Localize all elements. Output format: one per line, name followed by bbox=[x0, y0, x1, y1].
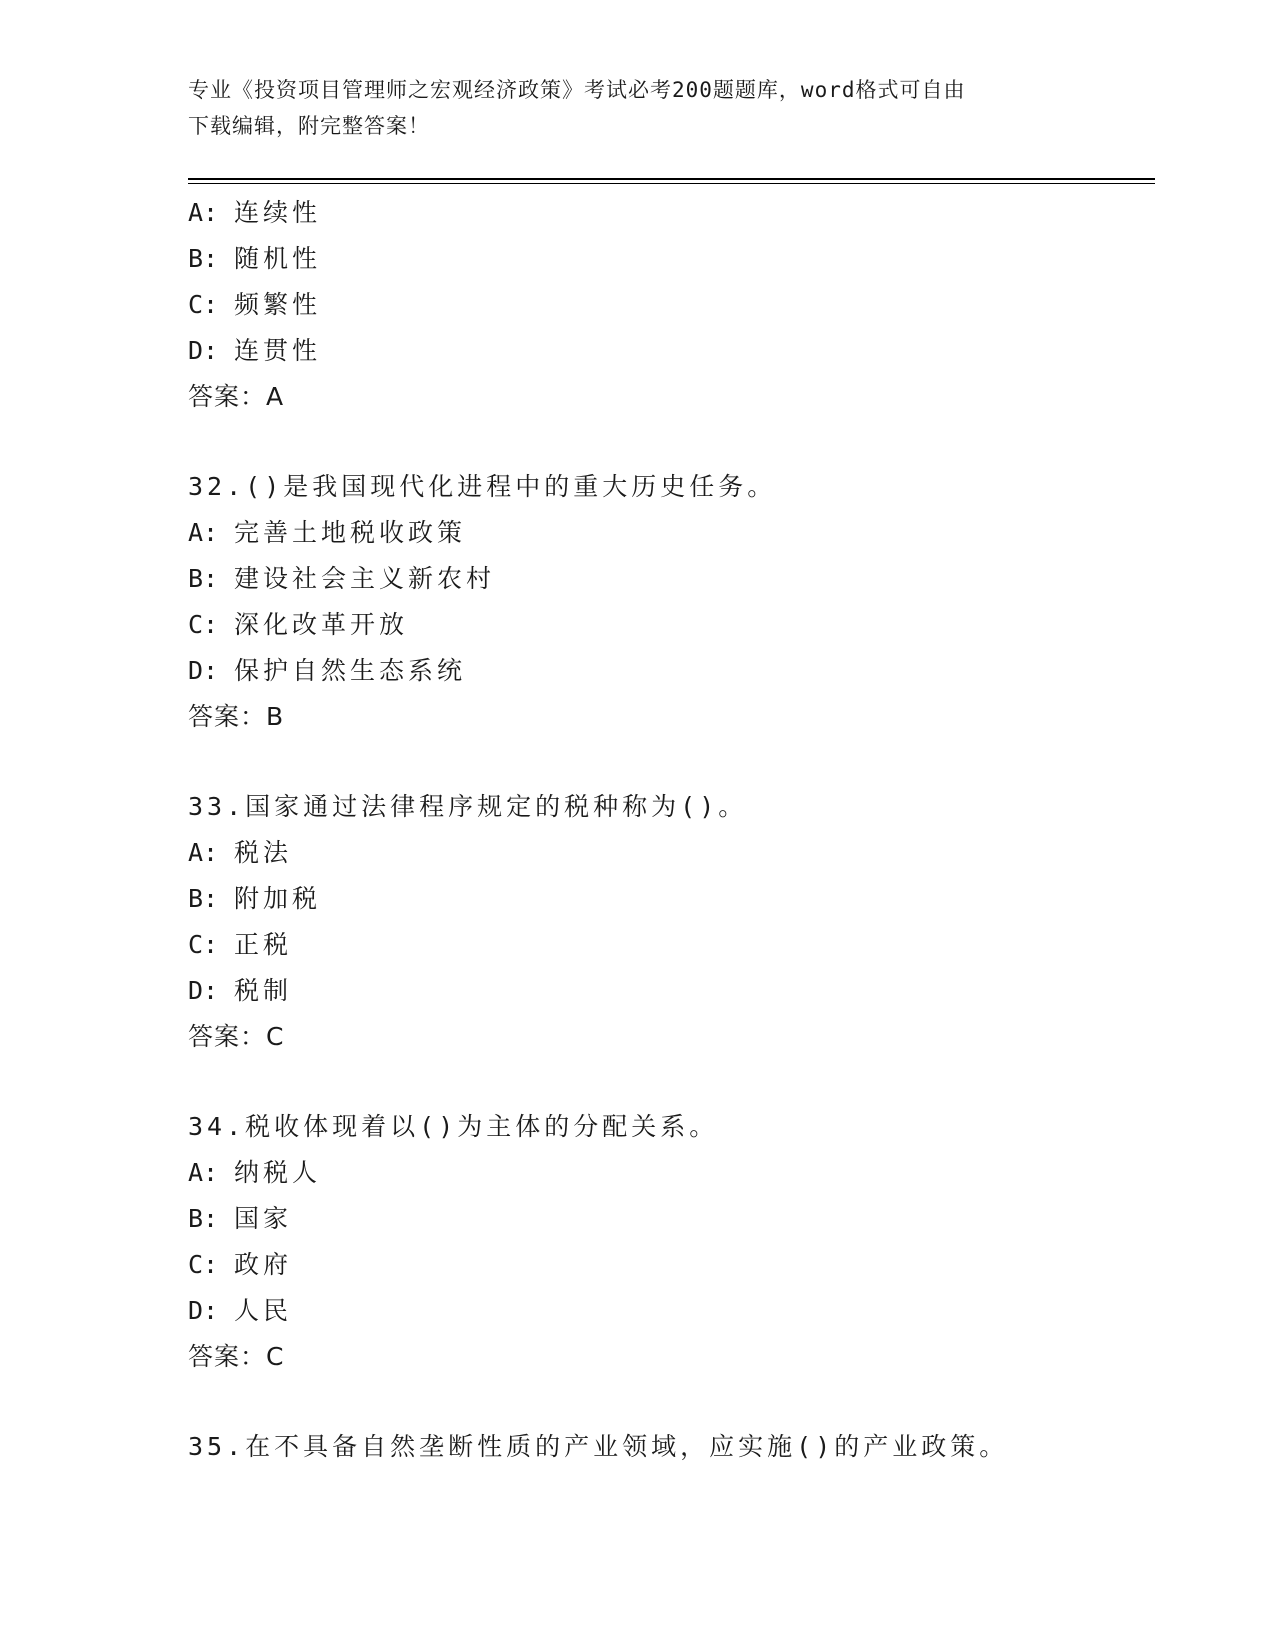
option-c: C: 频繁性 bbox=[188, 290, 322, 319]
header-line-1: 专业《投资项目管理师之宏观经济政策》考试必考200题题库，word格式可自由 bbox=[188, 78, 966, 102]
option-a: A: 纳税人 bbox=[188, 1158, 322, 1187]
question-stem: 32.()是我国现代化进程中的重大历史任务。 bbox=[188, 472, 777, 501]
question-31 bbox=[188, 190, 1155, 420]
question-32 bbox=[188, 464, 1155, 740]
document-header bbox=[188, 72, 1068, 144]
question-stem: 35.在不具备自然垄断性质的产业领域，应实施()的产业政策。 bbox=[188, 1432, 1009, 1461]
option-c: C: 深化改革开放 bbox=[188, 610, 409, 639]
option-a: A: 连续性 bbox=[188, 198, 322, 227]
question-stem: 33.国家通过法律程序规定的税种称为()。 bbox=[188, 792, 748, 821]
question-33 bbox=[188, 784, 1155, 1060]
question-stem: 34.税收体现着以()为主体的分配关系。 bbox=[188, 1112, 719, 1141]
option-d: D: 人民 bbox=[188, 1296, 293, 1325]
option-c: C: 政府 bbox=[188, 1250, 293, 1279]
option-d: D: 连贯性 bbox=[188, 336, 322, 365]
answer-line: 答案：B bbox=[188, 702, 285, 731]
option-d: D: 保护自然生态系统 bbox=[188, 656, 467, 685]
question-list bbox=[188, 190, 1155, 1470]
header-rule-thin bbox=[188, 183, 1155, 184]
answer-line: 答案：A bbox=[188, 382, 285, 411]
option-a: A: 税法 bbox=[188, 838, 293, 867]
answer-line: 答案：C bbox=[188, 1022, 285, 1051]
option-c: C: 正税 bbox=[188, 930, 293, 959]
answer-line: 答案：C bbox=[188, 1342, 285, 1371]
question-35 bbox=[188, 1424, 1155, 1470]
option-b: B: 附加税 bbox=[188, 884, 322, 913]
question-34 bbox=[188, 1104, 1155, 1380]
header-rule-thick bbox=[188, 178, 1155, 180]
option-a: A: 完善土地税收政策 bbox=[188, 518, 467, 547]
option-b: B: 随机性 bbox=[188, 244, 322, 273]
option-b: B: 建设社会主义新农村 bbox=[188, 564, 496, 593]
option-d: D: 税制 bbox=[188, 976, 293, 1005]
header-line-2: 下载编辑，附完整答案！ bbox=[188, 114, 430, 138]
option-b: B: 国家 bbox=[188, 1204, 293, 1233]
